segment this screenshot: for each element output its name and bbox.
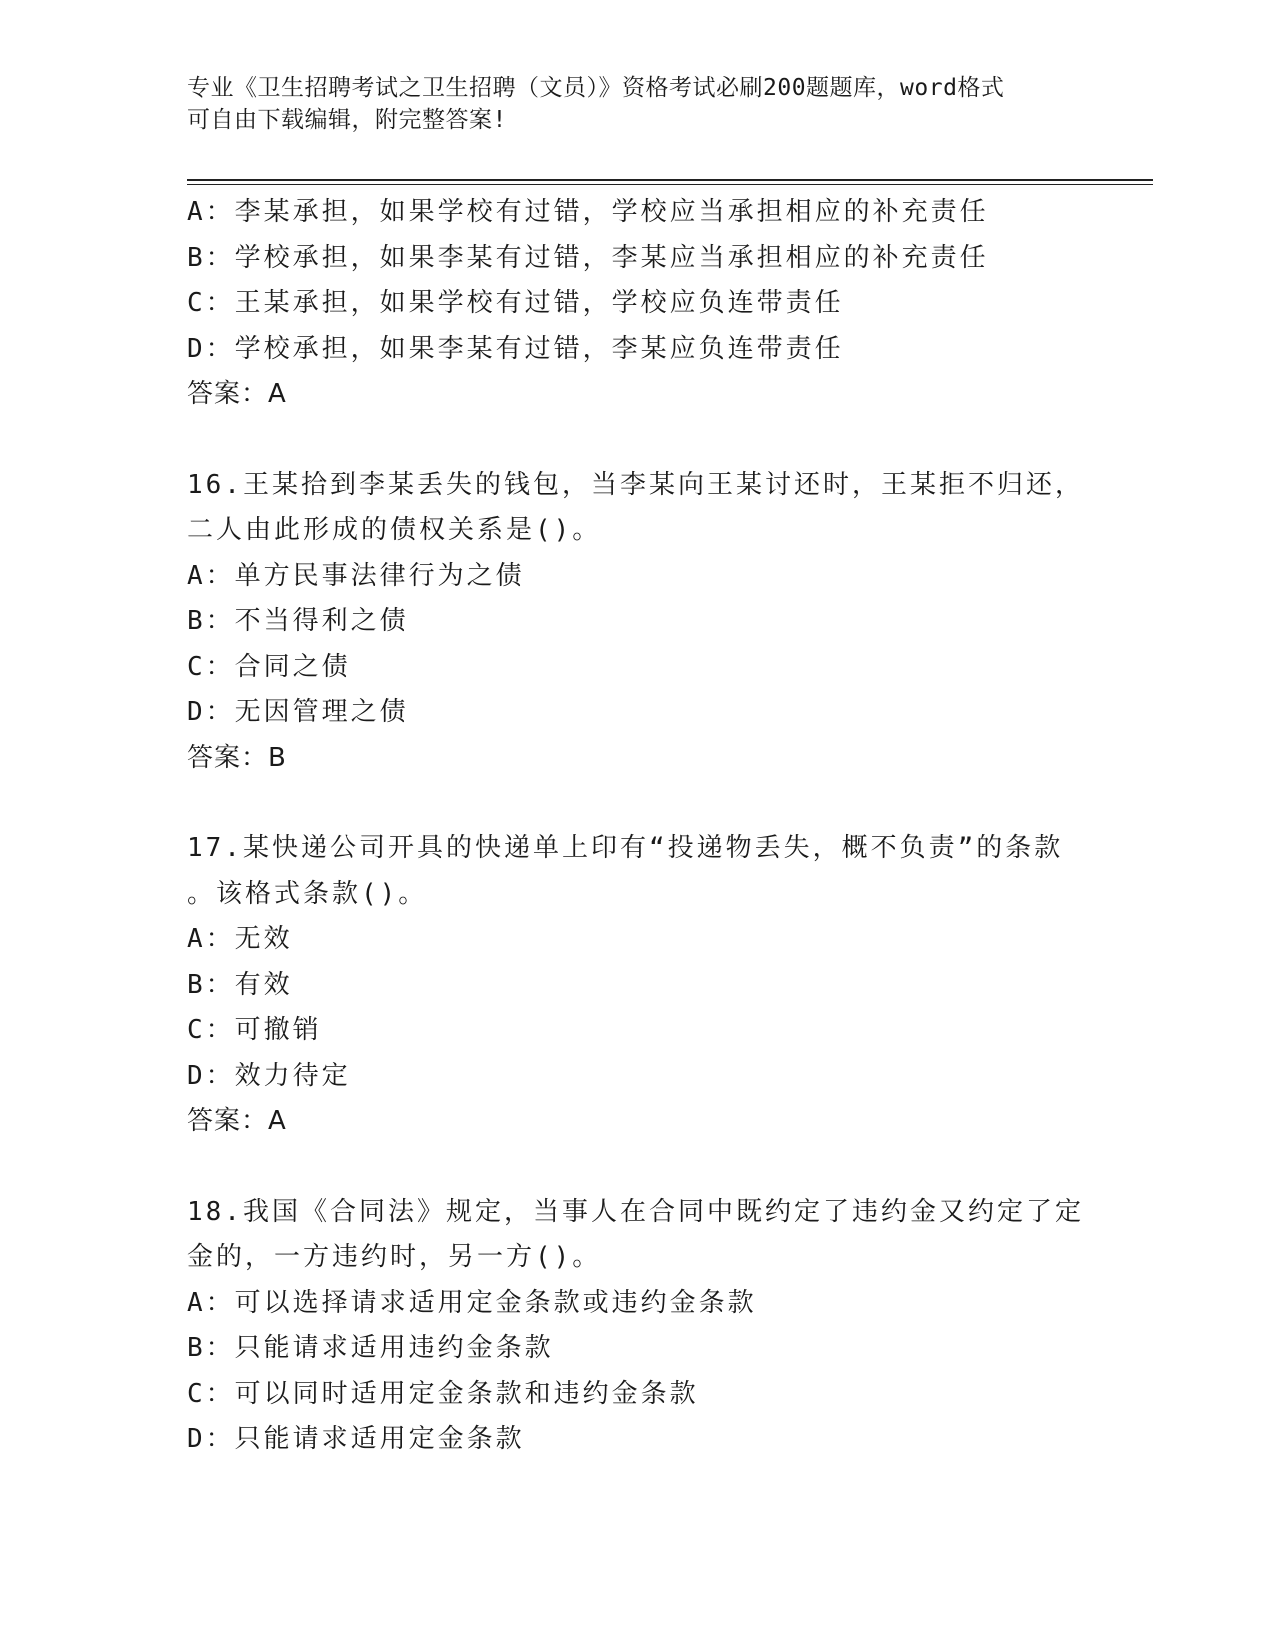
question-stem: 18.我国《合同法》规定，当事人在合同中既约定了违约金又约定了定 <box>187 1196 1084 1227</box>
option-b: B：只能请求适用违约金条款 <box>187 1333 554 1363</box>
answer: 答案：B <box>187 742 287 773</box>
option-c: C：可撤销 <box>187 1015 322 1045</box>
option-d: D：无因管理之债 <box>187 697 409 727</box>
option-b: B：不当得利之债 <box>187 606 409 636</box>
option-d: D：只能请求适用定金条款 <box>187 1424 525 1454</box>
header-line-1: 专业《卫生招聘考试之卫生招聘（文员）》资格考试必刷200题题库，word格式 <box>187 75 1005 101</box>
document-header <box>187 72 1087 136</box>
question-16 <box>187 463 1087 782</box>
question-stem: 。该格式条款()。 <box>187 878 428 909</box>
option-d: D：效力待定 <box>187 1060 351 1091</box>
answer: 答案：A <box>187 1106 287 1136</box>
question-18 <box>187 1190 1087 1463</box>
option-a: A：无效 <box>187 924 293 954</box>
header-line-2: 可自由下载编辑，附完整答案! <box>187 107 507 133</box>
option-a: A：可以选择请求适用定金条款或违约金条款 <box>187 1287 757 1318</box>
option-c: C：王某承担，如果学校有过错，学校应负连带责任 <box>187 288 844 318</box>
header-divider-thick <box>187 179 1153 181</box>
option-b: B：有效 <box>187 969 293 1000</box>
question-list <box>187 190 1087 1463</box>
question-stem: 二人由此形成的债权关系是()。 <box>187 515 602 545</box>
option-b: B：学校承担，如果李某有过错，李某应当承担相应的补充责任 <box>187 242 989 273</box>
option-c: C：合同之债 <box>187 651 351 682</box>
answer: 答案：A <box>187 379 287 409</box>
option-a: A：李某承担，如果学校有过错，学校应当承担相应的补充责任 <box>187 197 989 227</box>
question-stem: 16.王某拾到李某丢失的钱包，当李某向王某讨还时，王某拒不归还， <box>187 469 1084 500</box>
option-c: C：可以同时适用定金条款和违约金条款 <box>187 1378 699 1409</box>
option-d: D：学校承担，如果李某有过错，李某应负连带责任 <box>187 333 844 364</box>
header-divider-thin <box>187 184 1153 185</box>
question-17 <box>187 826 1087 1145</box>
question-15 <box>187 190 1087 418</box>
question-stem: 17.某快递公司开具的快递单上印有“投递物丢失，概不负责”的条款 <box>187 833 1064 863</box>
option-a: A：单方民事法律行为之债 <box>187 560 525 591</box>
question-stem: 金的，一方违约时，另一方()。 <box>187 1242 602 1272</box>
